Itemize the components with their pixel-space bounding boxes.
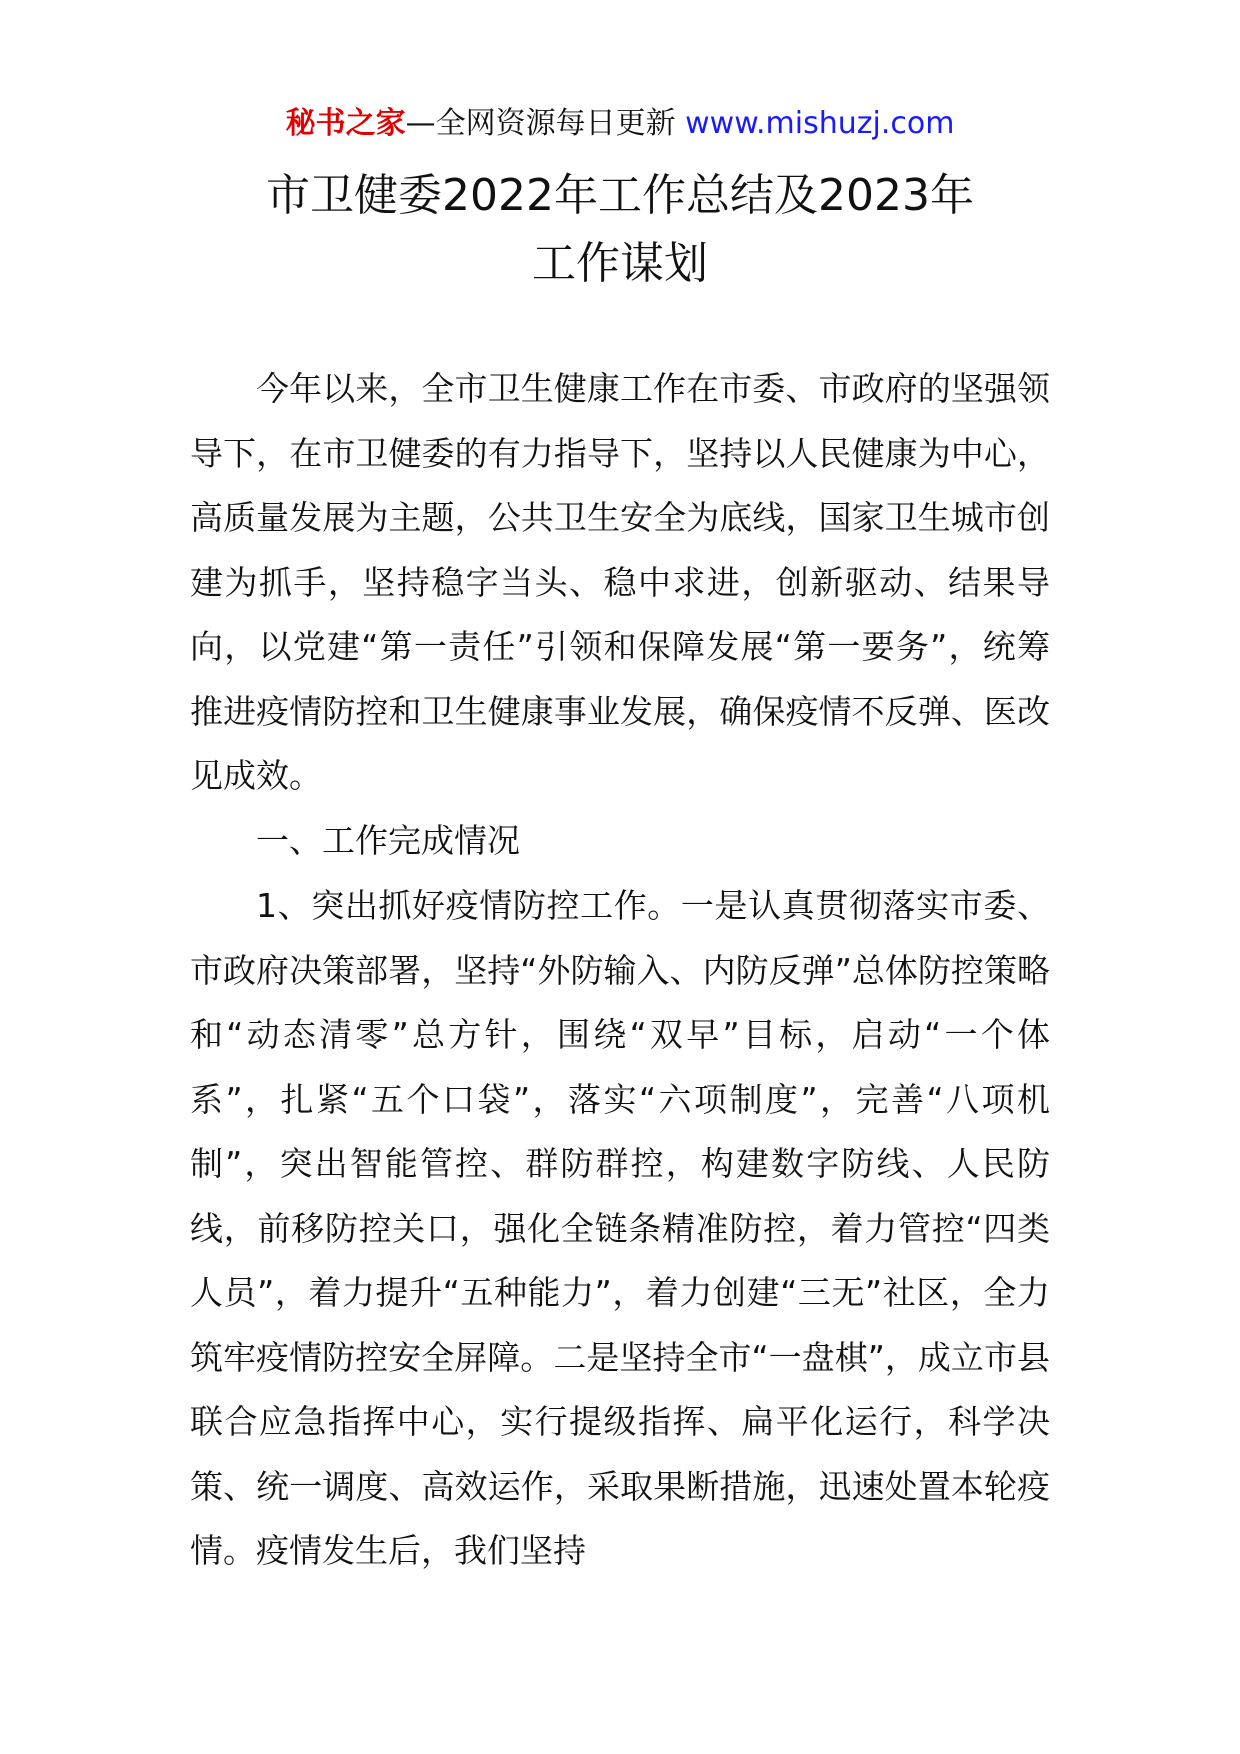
watermark-header — [0, 102, 1240, 146]
brand-name: 秘书之家 — [285, 106, 406, 141]
section-heading: 一、工作完成情况 — [256, 821, 520, 860]
intro-paragraph: 今年以来，全市卫生健康工作在市委、市政府的坚强领导下，在市卫健委的有力指导下，坚持以人民健康为中心，高质量发展为主题，公共卫生安全为底线，国家卫生城市创建为抓手，坚持稳字当头、稳中求进，创新驱动、结果导向，以党建“第一责任”引领和保障发展“第一要务”，统筹推进疫情防控和卫生健康事业发展，确保疫情不反弹、医改见成效。 — [190, 369, 1050, 795]
document-title-line-1: 市卫健委2022年工作总结及2023年 — [266, 170, 974, 221]
section-item-paragraph: 1、突出抓好疫情防控工作。一是认真贯彻落实市委、市政府决策部署，坚持“外防输入、内防反弹”总体防控策略和“动态清零”总方针，围绕“双早”目标，启动“一个体系”，扎紧“五个口袋”，落实“六项制度”，完善“八项机制”，突出智能管控、群防群控，构建数字防线、人民防线，前移防控关口，强化全链条精准防控，着力管控“四类人员”，着力提升“五种能力”，着力创建“三无”社区，全力筑牢疫情防控安全屏障。二是坚持全市“一盘棋”，成立市县联合应急指挥中心，实行提级指挥、扁平化运行，科学决策、统一调度、高效运作，采取果断措施，迅速处置本轮疫情。疫情发生后，我们坚持 — [190, 886, 1050, 1570]
document-title-line-2: 工作谋划 — [532, 238, 708, 289]
header-tagline: —全网资源每日更新 — [405, 106, 676, 141]
site-url: www.mishuzj.com — [685, 106, 955, 141]
